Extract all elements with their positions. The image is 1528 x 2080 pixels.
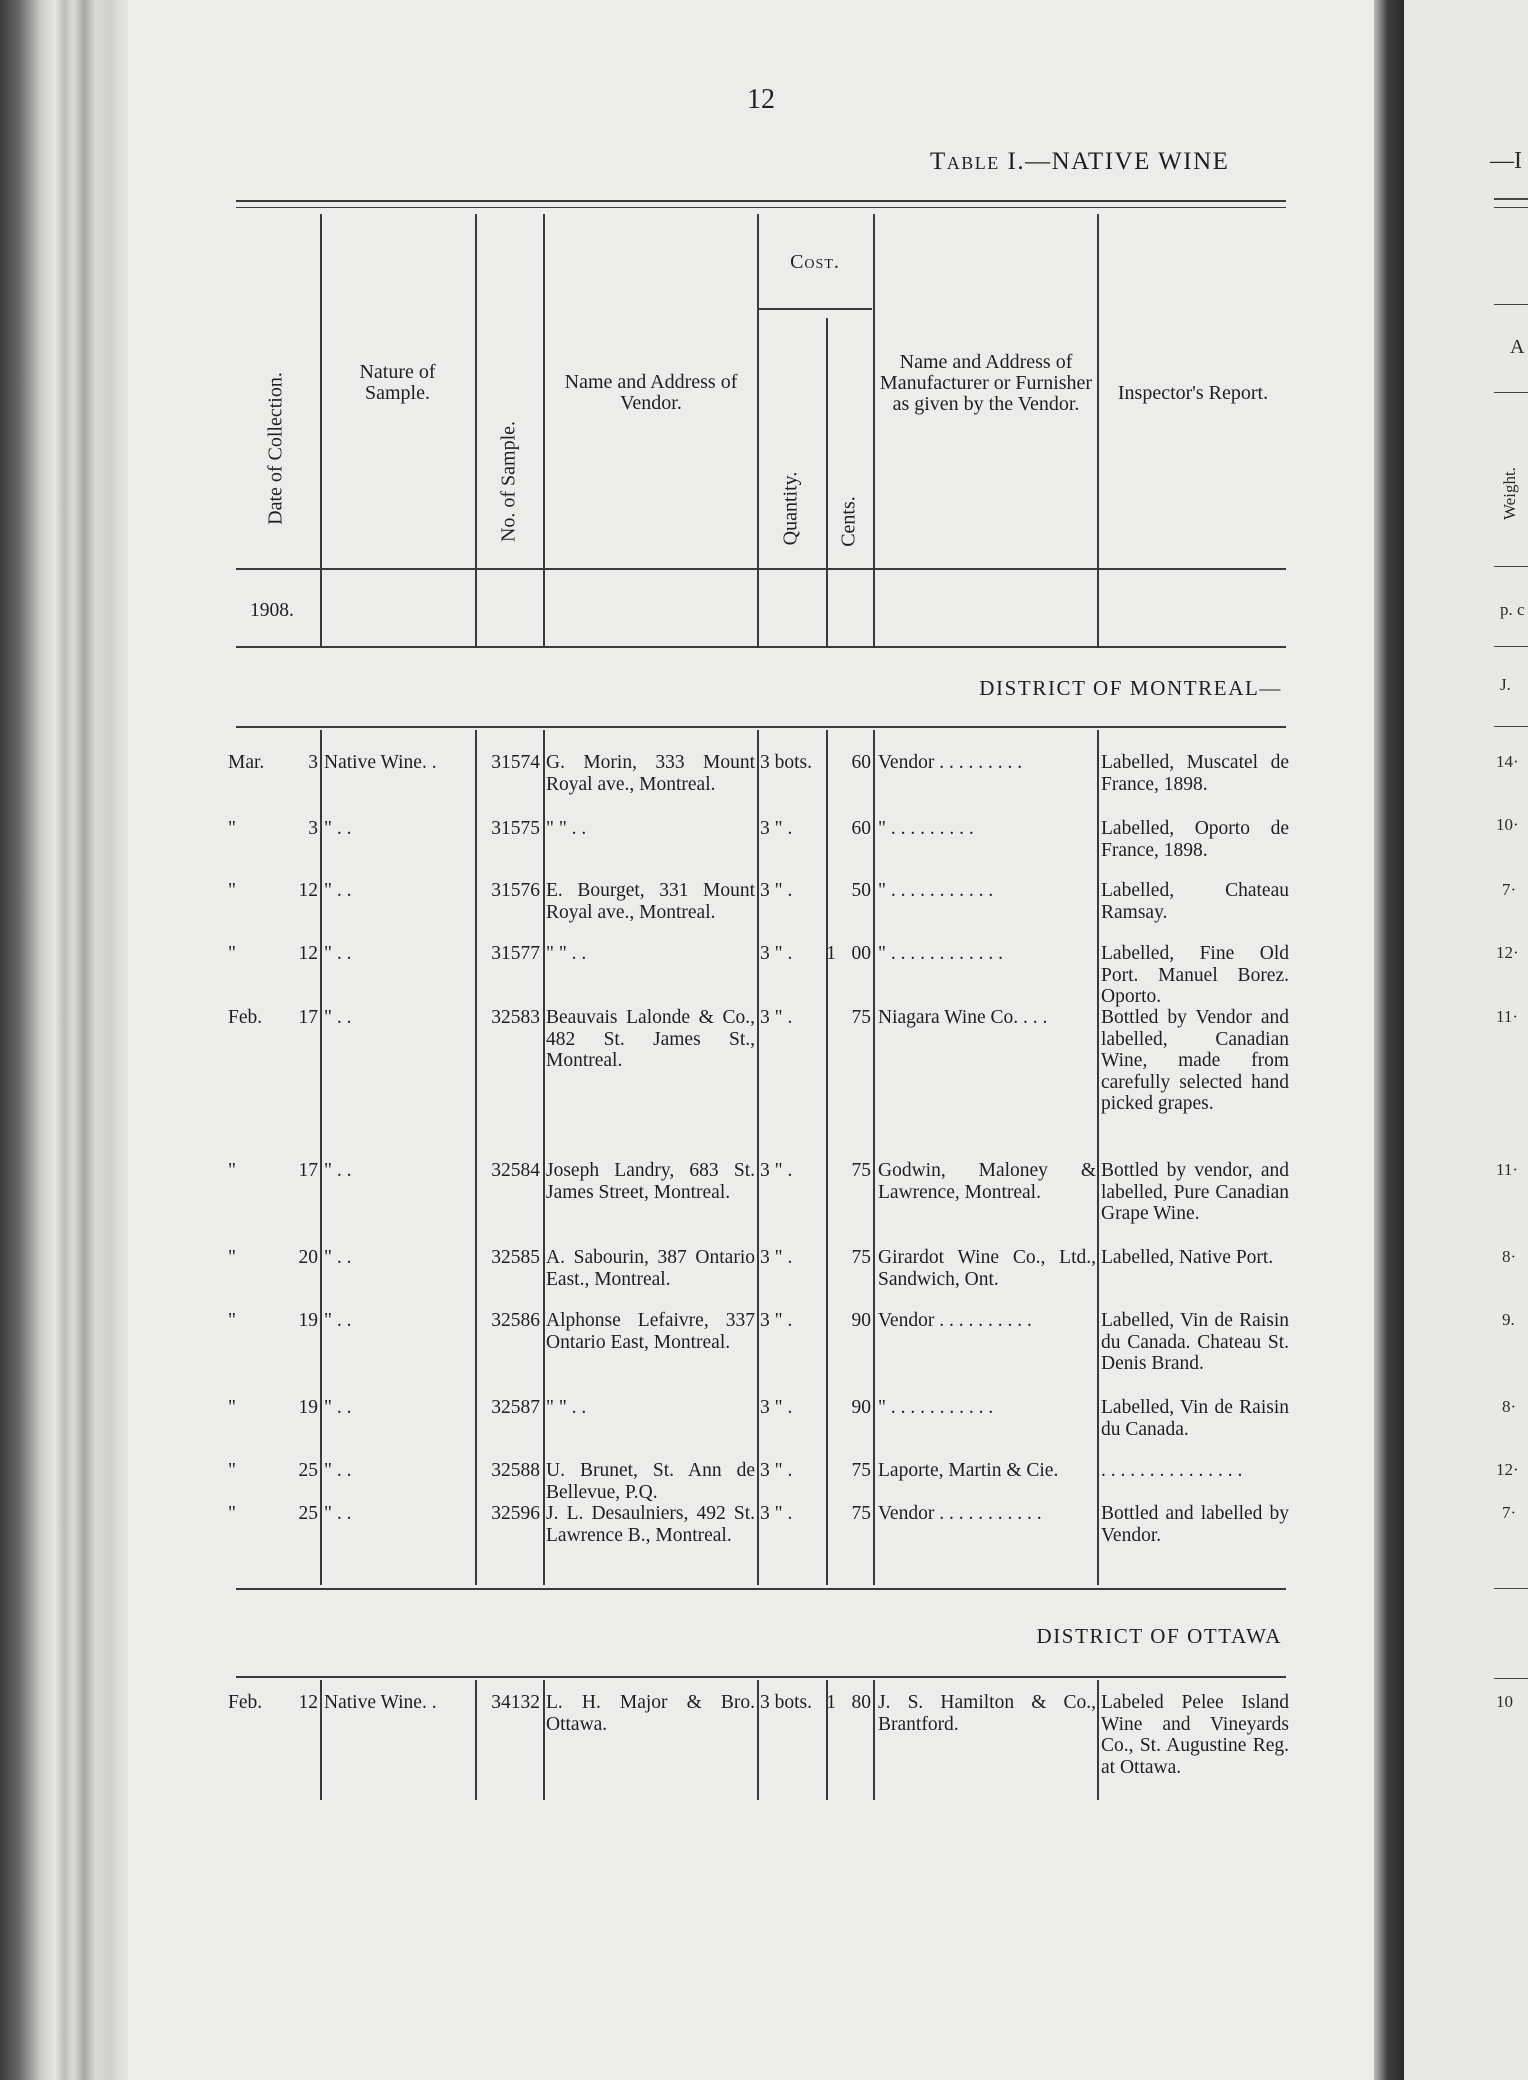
cell-mfr: Vendor . . . . . . . . . . [878, 1310, 1032, 1331]
cell-cents: 75 [851, 1503, 871, 1524]
table-title [930, 148, 1229, 176]
cell-nature: " . . [324, 943, 352, 964]
cell-day: 25 [298, 1460, 318, 1481]
cell-mfr: " . . . . . . . . . . . [878, 880, 994, 901]
cell-cents: 90 [851, 1310, 871, 1331]
column-divider [757, 214, 759, 646]
cell-report: Labelled, Native Port. [1101, 1247, 1274, 1268]
adjacent-value: 12· [1496, 1460, 1519, 1479]
cell-month: Mar. [228, 752, 265, 773]
montreal-end-rule [236, 1588, 1286, 1590]
cell-day: 20 [298, 1247, 318, 1268]
cell-month: " [228, 880, 236, 901]
adjacent-value: 8· [1502, 1397, 1517, 1416]
column-divider [1097, 1680, 1099, 1800]
cell-no: 32596 [491, 1503, 540, 1524]
cell-no: 32588 [491, 1460, 540, 1481]
column-divider [873, 214, 875, 646]
cell-no: 32587 [491, 1397, 540, 1418]
column-divider [543, 214, 545, 646]
cell-report: Bottled by Vendor and labelled, Canadian Wine, made from carefully selected hand picked grapes. [1101, 1007, 1289, 1114]
column-divider [475, 214, 477, 646]
cell-qty: 3 " . [760, 880, 793, 901]
cell-day: 12 [298, 880, 318, 901]
cell-mfr: " . . . . . . . . . . . . [878, 943, 1003, 964]
cell-vendor: Beauvais Lalonde & Co., 482 St. James St., Montreal. [546, 1007, 755, 1071]
column-divider [475, 730, 477, 1585]
cell-report: Labeled Pelee Island Wine and Vineyards Co., St. Augustine Reg. at Ottawa. [1101, 1692, 1289, 1778]
header-date-of-collection: Date of Collection. [264, 372, 287, 525]
adjacent-value: 10· [1496, 815, 1519, 834]
cell-no: 31577 [491, 943, 540, 964]
cell-mfr: Niagara Wine Co. . . . [878, 1007, 1048, 1028]
cell-report: Bottled and labelled by Vendor. [1101, 1503, 1289, 1546]
cell-mfr: Laporte, Martin & Cie. [878, 1460, 1059, 1481]
cell-no: 31576 [491, 880, 540, 901]
cell-day: 17 [298, 1160, 318, 1181]
page-gutter-shadow [1374, 0, 1404, 2080]
column-divider [757, 1680, 759, 1800]
cell-vendor: " " . . [546, 818, 587, 839]
column-divider [826, 730, 828, 1585]
cell-no: 31574 [491, 752, 540, 773]
column-divider [826, 318, 828, 646]
page-number: 12 [747, 84, 775, 115]
column-divider [1097, 730, 1099, 1585]
cell-mfr: Godwin, Maloney & Lawrence, Montreal. [878, 1160, 1096, 1203]
cell-day: 25 [298, 1503, 318, 1524]
cell-mfr: Vendor . . . . . . . . . . . [878, 1503, 1042, 1524]
adjacent-value: 8· [1502, 1247, 1517, 1266]
adjacent-value: 7· [1502, 880, 1517, 899]
cell-nature: " . . [324, 1460, 352, 1481]
top-rule-thin [236, 207, 1286, 208]
header-quantity: Quantity. [779, 471, 802, 546]
cell-qty: 3 " . [760, 1460, 793, 1481]
cell-qty: 3 " . [760, 1007, 793, 1028]
cell-mfr: Vendor . . . . . . . . . [878, 752, 1023, 773]
cell-day: 17 [298, 1007, 318, 1028]
cell-mfr: J. S. Hamilton & Co., Brantford. [878, 1692, 1096, 1735]
year-rule [236, 646, 1286, 648]
cell-day: 3 [308, 818, 318, 839]
column-divider [873, 1680, 875, 1800]
cell-nature: Native Wine. . [324, 1692, 437, 1713]
cell-nature: " . . [324, 1007, 352, 1028]
cell-report: Labelled, Muscatel de France, 1898. [1101, 752, 1289, 795]
year-label: 1908. [250, 600, 294, 621]
ottawa-rule [236, 1676, 1286, 1678]
table-title-prefix: Table I. [930, 148, 1026, 175]
cell-month: Feb. [228, 1692, 263, 1713]
header-nature-of-sample: Nature of Sample. [359, 361, 436, 404]
cell-month: " [228, 1247, 236, 1268]
cell-no: 32585 [491, 1247, 540, 1268]
cell-vendor: " " . . [546, 1397, 587, 1418]
cell-month: " [228, 943, 236, 964]
cell-month: " [228, 818, 236, 839]
cell-dollars: 1 [826, 1692, 836, 1713]
header-cost: Cost. [790, 251, 840, 273]
district-montreal-heading: DISTRICT OF MONTREAL— [979, 676, 1282, 700]
adjacent-page [1404, 0, 1528, 2080]
adjacent-value: 14· [1496, 752, 1519, 771]
column-divider [543, 730, 545, 1585]
header-rule [236, 568, 1286, 570]
cell-no: 32586 [491, 1310, 540, 1331]
adjacent-value: 9. [1502, 1310, 1515, 1329]
adjacent-year-fragment: p. c [1500, 600, 1525, 619]
cell-vendor: " " . . [546, 943, 587, 964]
column-divider [320, 730, 322, 1585]
cell-cents: 75 [851, 1247, 871, 1268]
cell-day: 12 [298, 943, 318, 964]
cell-month: " [228, 1160, 236, 1181]
adjacent-header-fragment: A [1510, 336, 1525, 358]
cell-qty: 3 bots. [760, 752, 813, 773]
cell-month: " [228, 1310, 236, 1331]
column-divider [475, 1680, 477, 1800]
adjacent-value: 10 [1496, 1692, 1513, 1711]
cell-day: 3 [308, 752, 318, 773]
cell-month: Feb. [228, 1007, 263, 1028]
cell-month: " [228, 1397, 236, 1418]
cell-report: Labelled, Chateau Ramsay. [1101, 880, 1289, 923]
cell-vendor: G. Morin, 333 Mount Royal ave., Montreal. [546, 752, 755, 795]
table-title-main: —NATIVE WINE [1025, 148, 1230, 175]
cell-report: Bottled by vendor, and labelled, Pure Canadian Grape Wine. [1101, 1160, 1289, 1224]
cell-nature: " . . [324, 1160, 352, 1181]
cell-nature: " . . [324, 1503, 352, 1524]
top-rule [236, 200, 1286, 202]
montreal-rule [236, 726, 1286, 728]
cell-report: Labelled, Fine Old Port. Manuel Borez. Oporto. [1101, 943, 1289, 1007]
cell-mfr: " . . . . . . . . . [878, 818, 974, 839]
cell-vendor: L. H. Major & Bro. Ottawa. [546, 1692, 755, 1735]
column-divider [873, 730, 875, 1585]
adjacent-district-fragment: J. [1500, 675, 1511, 694]
cell-no: 32584 [491, 1160, 540, 1181]
header-manufacturer: Name and Address of Manufacturer or Furnisher as given by the Vendor. [879, 351, 1093, 415]
cell-cents: 75 [851, 1007, 871, 1028]
cell-report: Labelled, Vin de Raisin du Canada. [1101, 1397, 1289, 1440]
adjacent-value: 11· [1496, 1007, 1519, 1026]
cost-rule [757, 308, 872, 310]
cell-qty: 3 " . [760, 1397, 793, 1418]
cell-cents: 50 [851, 880, 871, 901]
column-divider [320, 1680, 322, 1800]
cell-no: 32583 [491, 1007, 540, 1028]
cell-cents: 80 [851, 1692, 871, 1713]
cell-qty: 3 " . [760, 943, 793, 964]
header-no-of-sample: No. of Sample. [497, 420, 520, 543]
header-cents: Cents. [837, 496, 860, 547]
cell-nature: " . . [324, 880, 352, 901]
cell-month: " [228, 1460, 236, 1481]
cell-vendor: Joseph Landry, 683 St. James Street, Montreal. [546, 1160, 755, 1203]
cell-no: 31575 [491, 818, 540, 839]
cell-cents: 60 [851, 818, 871, 839]
adjacent-value: 7· [1502, 1503, 1517, 1522]
district-ottawa-heading: DISTRICT OF OTTAWA [1036, 1624, 1282, 1648]
cell-no: 34132 [491, 1692, 540, 1713]
header-vendor: Name and Address of Vendor. [564, 371, 738, 414]
cell-dollars: 1 [826, 943, 836, 964]
cell-cents: 00 [851, 943, 871, 964]
cell-qty: 3 " . [760, 1247, 793, 1268]
cell-mfr: Girardot Wine Co., Ltd., Sandwich, Ont. [878, 1247, 1096, 1290]
cell-cents: 90 [851, 1397, 871, 1418]
cell-nature: Native Wine. . [324, 752, 437, 773]
column-divider [1097, 214, 1099, 646]
column-divider [757, 730, 759, 1585]
cell-mfr: " . . . . . . . . . . . [878, 1397, 994, 1418]
book-binding [0, 0, 140, 2080]
cell-qty: 3 " . [760, 1310, 793, 1331]
cell-qty: 3 " . [760, 1160, 793, 1181]
adjacent-value: 11· [1496, 1160, 1519, 1179]
cell-nature: " . . [324, 818, 352, 839]
cell-nature: " . . [324, 1397, 352, 1418]
column-divider [320, 214, 322, 646]
cell-qty: 3 bots. [760, 1692, 813, 1713]
cell-month: " [228, 1503, 236, 1524]
adjacent-title-fragment: —I [1490, 148, 1522, 174]
cell-nature: " . . [324, 1310, 352, 1331]
cell-vendor: E. Bourget, 331 Mount Royal ave., Montreal. [546, 880, 755, 923]
cell-qty: 3 " . [760, 818, 793, 839]
adjacent-weight-fragment: Weight. [1500, 467, 1519, 520]
cell-cents: 60 [851, 752, 871, 773]
cell-qty: 3 " . [760, 1503, 793, 1524]
cell-vendor: Alphonse Lefaivre, 337 Ontario East, Montreal. [546, 1310, 755, 1353]
cell-day: 12 [298, 1692, 318, 1713]
column-divider [543, 1680, 545, 1800]
cell-report: Labelled, Oporto de France, 1898. [1101, 818, 1289, 861]
cell-cents: 75 [851, 1160, 871, 1181]
header-inspector-report: Inspector's Report. [1117, 382, 1269, 404]
cell-nature: " . . [324, 1247, 352, 1268]
cell-vendor: J. L. Desaulniers, 492 St. Lawrence B., Montreal. [546, 1503, 755, 1546]
cell-vendor: U. Brunet, St. Ann de Bellevue, P.Q. [546, 1460, 755, 1503]
cell-day: 19 [298, 1397, 318, 1418]
cell-cents: 75 [851, 1460, 871, 1481]
adjacent-value: 12· [1496, 943, 1519, 962]
cell-report: Labelled, Vin de Raisin du Canada. Chateau St. Denis Brand. [1101, 1310, 1289, 1374]
cell-report: . . . . . . . . . . . . . . . [1101, 1460, 1243, 1481]
cell-day: 19 [298, 1310, 318, 1331]
cell-vendor: A. Sabourin, 387 Ontario East., Montreal. [546, 1247, 755, 1290]
